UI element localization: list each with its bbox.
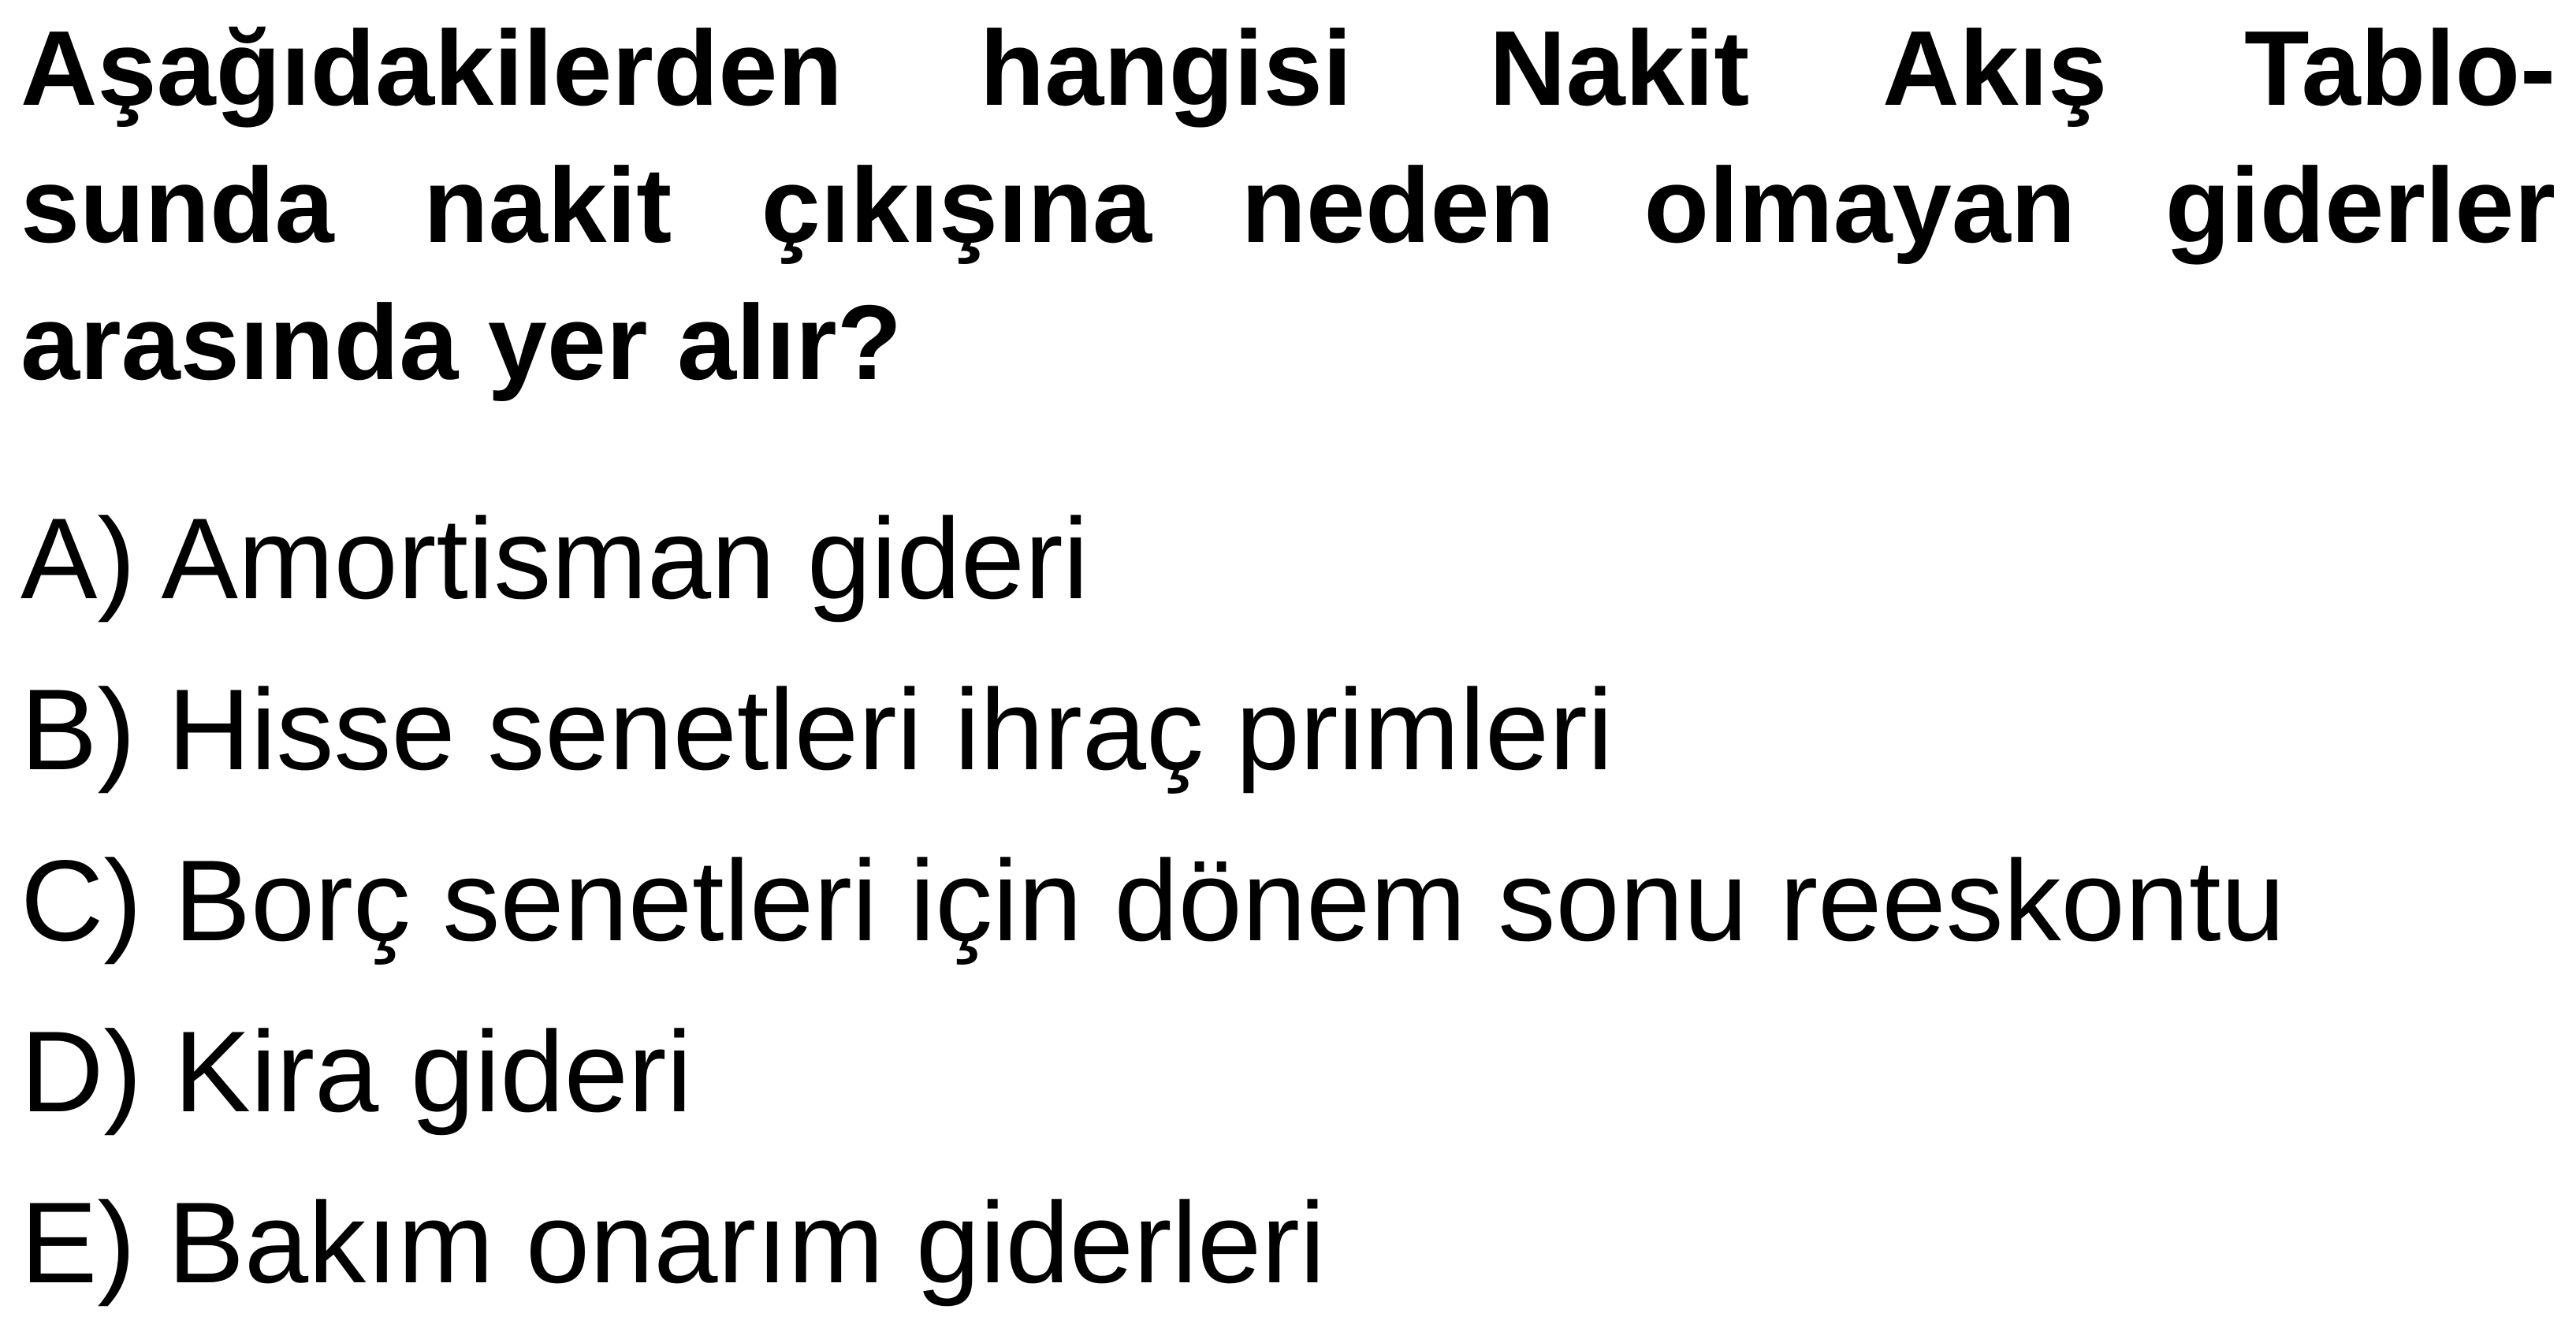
option-c[interactable] — [20, 815, 2285, 986]
option-text: Hisse senetleri ihraç primleri — [167, 665, 1614, 794]
option-e[interactable] — [20, 1157, 2285, 1328]
option-letter: B) — [20, 665, 136, 794]
option-a[interactable] — [20, 473, 2285, 644]
question-line: Aşağıdakilerden hangisi Nakit Akış Tablo- — [20, 9, 2556, 128]
option-text: Bakım onarım giderleri — [167, 1178, 1326, 1307]
answer-options — [20, 473, 2285, 1328]
option-letter: E) — [20, 1178, 136, 1307]
option-letter: C) — [20, 836, 143, 965]
option-b[interactable] — [20, 644, 2285, 815]
question-line: sunda nakit çıkışına neden olmayan giderler — [20, 146, 2556, 265]
option-text: Borç senetleri için dönem sonu reeskontu — [173, 836, 2285, 965]
option-letter: A) — [20, 494, 136, 623]
option-text: Kira gideri — [173, 1007, 692, 1136]
option-letter: D) — [20, 1007, 143, 1136]
question-line: arasında yer alır? — [20, 283, 903, 402]
question-stem — [20, 0, 2556, 411]
option-text: Amortisman gideri — [161, 494, 1089, 623]
option-d[interactable] — [20, 986, 2285, 1157]
